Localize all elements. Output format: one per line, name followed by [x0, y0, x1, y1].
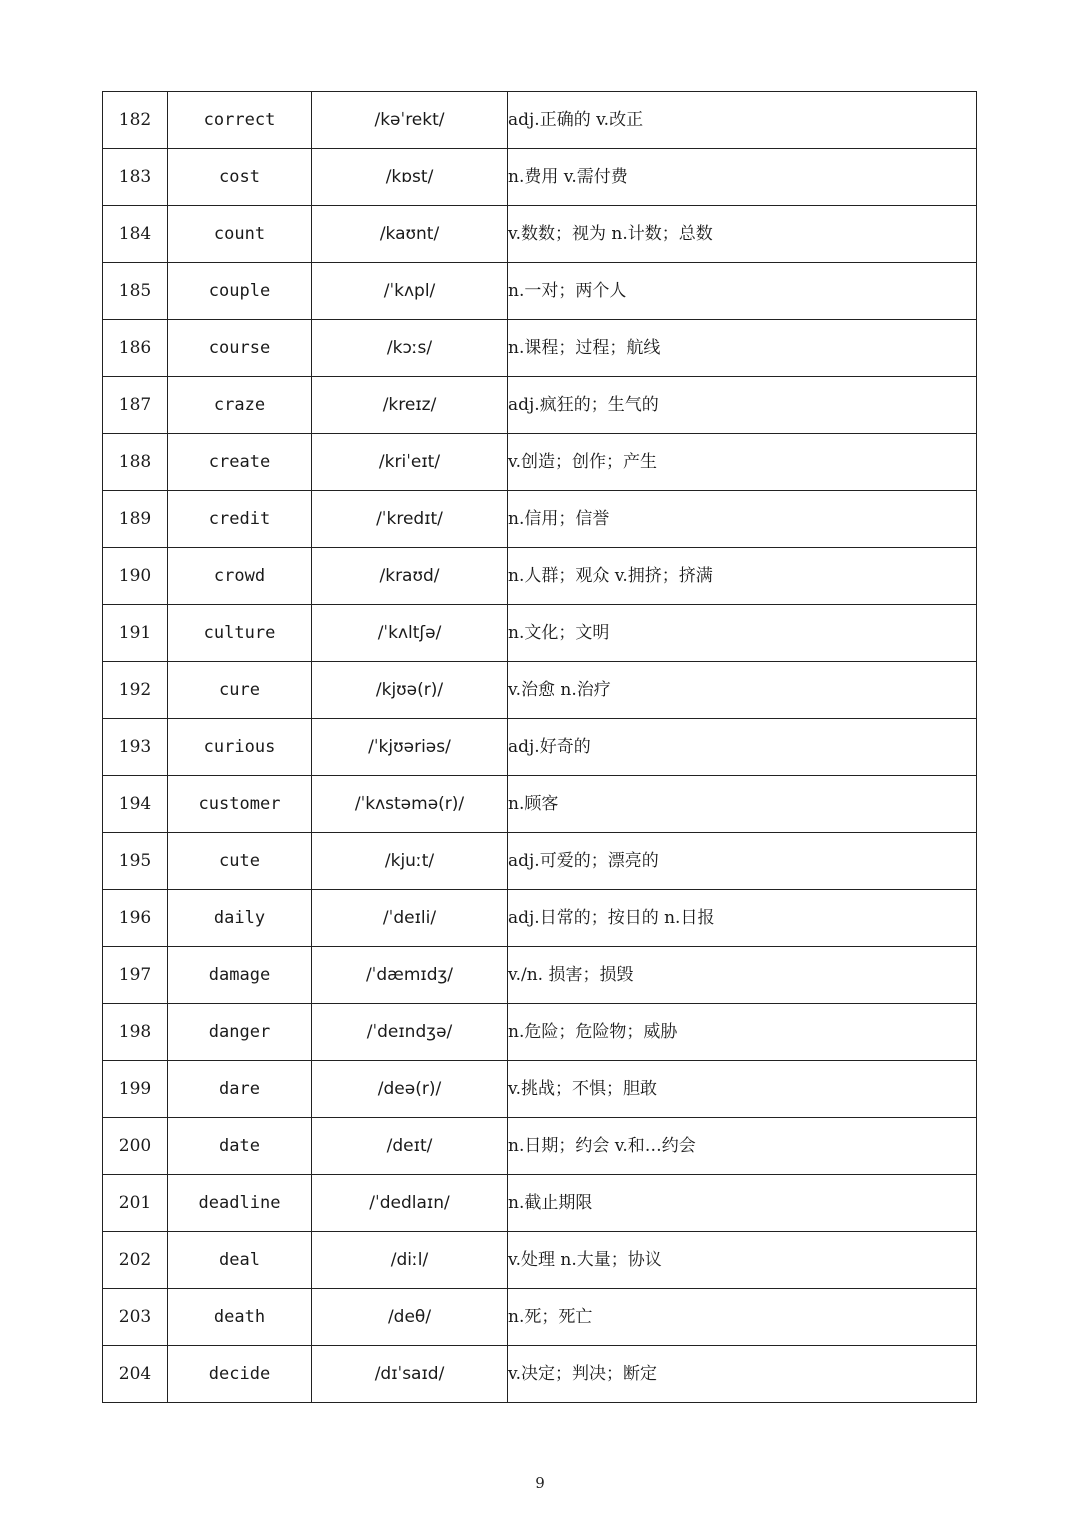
entry-definition: adj.疯狂的；生气的	[508, 377, 977, 434]
table-row	[103, 1175, 977, 1232]
entry-definition: v.治愈 n.治疗	[508, 662, 977, 719]
entry-number: 202	[103, 1232, 168, 1289]
entry-definition: v.处理 n.大量；协议	[508, 1232, 977, 1289]
entry-phonetic: /ˈkredɪt/	[312, 491, 508, 548]
entry-definition: v.决定；判决；断定	[508, 1346, 977, 1403]
table-row	[103, 605, 977, 662]
entry-number: 191	[103, 605, 168, 662]
entry-definition: n.文化；文明	[508, 605, 977, 662]
entry-word: craze	[168, 377, 312, 434]
entry-number: 184	[103, 206, 168, 263]
table-row	[103, 1061, 977, 1118]
entry-number: 187	[103, 377, 168, 434]
entry-phonetic: /kraʊd/	[312, 548, 508, 605]
table-row	[103, 947, 977, 1004]
entry-phonetic: /deθ/	[312, 1289, 508, 1346]
entry-definition: n.死；死亡	[508, 1289, 977, 1346]
entry-phonetic: /kriˈeɪt/	[312, 434, 508, 491]
table-row	[103, 1004, 977, 1061]
entry-word: cost	[168, 149, 312, 206]
entry-word: dare	[168, 1061, 312, 1118]
entry-word: customer	[168, 776, 312, 833]
table-row	[103, 1232, 977, 1289]
entry-word: cute	[168, 833, 312, 890]
entry-phonetic: /kjuːt/	[312, 833, 508, 890]
entry-number: 196	[103, 890, 168, 947]
table-row	[103, 149, 977, 206]
table-row	[103, 206, 977, 263]
entry-number: 203	[103, 1289, 168, 1346]
entry-number: 183	[103, 149, 168, 206]
entry-definition: v.数数；视为 n.计数；总数	[508, 206, 977, 263]
entry-definition: adj.好奇的	[508, 719, 977, 776]
entry-word: deal	[168, 1232, 312, 1289]
entry-phonetic: /ˈkʌltʃə/	[312, 605, 508, 662]
table-row	[103, 662, 977, 719]
entry-word: create	[168, 434, 312, 491]
entry-number: 193	[103, 719, 168, 776]
vocabulary-table-body	[103, 92, 977, 1403]
table-row	[103, 1346, 977, 1403]
entry-phonetic: /kjʊə(r)/	[312, 662, 508, 719]
entry-word: count	[168, 206, 312, 263]
entry-phonetic: /kaʊnt/	[312, 206, 508, 263]
entry-word: couple	[168, 263, 312, 320]
entry-phonetic: /ˈkʌpl/	[312, 263, 508, 320]
table-row	[103, 776, 977, 833]
entry-definition: adj.正确的 v.改正	[508, 92, 977, 149]
entry-phonetic: /kreɪz/	[312, 377, 508, 434]
entry-phonetic: /ˈdeɪndʒə/	[312, 1004, 508, 1061]
table-row	[103, 263, 977, 320]
entry-definition: adj.日常的；按日的 n.日报	[508, 890, 977, 947]
entry-phonetic: /ˈdeɪli/	[312, 890, 508, 947]
entry-word: damage	[168, 947, 312, 1004]
entry-phonetic: /diːl/	[312, 1232, 508, 1289]
entry-phonetic: /ˈdæmɪdʒ/	[312, 947, 508, 1004]
entry-word: credit	[168, 491, 312, 548]
vocabulary-table	[102, 91, 977, 1403]
entry-word: daily	[168, 890, 312, 947]
table-row	[103, 1289, 977, 1346]
table-row	[103, 491, 977, 548]
entry-number: 186	[103, 320, 168, 377]
entry-word: course	[168, 320, 312, 377]
table-row	[103, 890, 977, 947]
entry-definition: n.课程；过程；航线	[508, 320, 977, 377]
entry-number: 192	[103, 662, 168, 719]
page-number: 9	[535, 1474, 545, 1492]
entry-definition: adj.可爱的；漂亮的	[508, 833, 977, 890]
entry-number: 197	[103, 947, 168, 1004]
entry-phonetic: /deɪt/	[312, 1118, 508, 1175]
entry-word: curious	[168, 719, 312, 776]
entry-number: 199	[103, 1061, 168, 1118]
entry-definition: n.信用；信誉	[508, 491, 977, 548]
entry-word: deadline	[168, 1175, 312, 1232]
entry-definition: v./n. 损害；损毁	[508, 947, 977, 1004]
entry-number: 182	[103, 92, 168, 149]
entry-phonetic: /kɒst/	[312, 149, 508, 206]
table-row	[103, 548, 977, 605]
entry-definition: n.顾客	[508, 776, 977, 833]
entry-number: 200	[103, 1118, 168, 1175]
entry-phonetic: /dɪˈsaɪd/	[312, 1346, 508, 1403]
entry-word: decide	[168, 1346, 312, 1403]
entry-number: 198	[103, 1004, 168, 1061]
entry-word: date	[168, 1118, 312, 1175]
table-row	[103, 434, 977, 491]
entry-definition: n.日期；约会 v.和…约会	[508, 1118, 977, 1175]
entry-number: 201	[103, 1175, 168, 1232]
entry-word: correct	[168, 92, 312, 149]
entry-definition: n.一对；两个人	[508, 263, 977, 320]
table-row	[103, 719, 977, 776]
entry-word: cure	[168, 662, 312, 719]
entry-phonetic: /kəˈrekt/	[312, 92, 508, 149]
entry-definition: n.费用 v.需付费	[508, 149, 977, 206]
entry-number: 188	[103, 434, 168, 491]
entry-word: danger	[168, 1004, 312, 1061]
entry-phonetic: /ˈkʌstəmə(r)/	[312, 776, 508, 833]
entry-definition: n.人群；观众 v.拥挤；挤满	[508, 548, 977, 605]
entry-word: crowd	[168, 548, 312, 605]
entry-definition: v.创造；创作；产生	[508, 434, 977, 491]
table-row	[103, 833, 977, 890]
entry-word: death	[168, 1289, 312, 1346]
entry-number: 189	[103, 491, 168, 548]
entry-phonetic: /deə(r)/	[312, 1061, 508, 1118]
table-row	[103, 1118, 977, 1175]
entry-number: 194	[103, 776, 168, 833]
entry-definition: v.挑战；不惧；胆敢	[508, 1061, 977, 1118]
table-row	[103, 92, 977, 149]
table-row	[103, 377, 977, 434]
entry-number: 204	[103, 1346, 168, 1403]
entry-number: 190	[103, 548, 168, 605]
entry-word: culture	[168, 605, 312, 662]
entry-definition: n.危险；危险物；威胁	[508, 1004, 977, 1061]
entry-definition: n.截止期限	[508, 1175, 977, 1232]
table-row	[103, 320, 977, 377]
entry-phonetic: /kɔːs/	[312, 320, 508, 377]
entry-phonetic: /ˈdedlaɪn/	[312, 1175, 508, 1232]
entry-number: 185	[103, 263, 168, 320]
entry-phonetic: /ˈkjʊəriəs/	[312, 719, 508, 776]
entry-number: 195	[103, 833, 168, 890]
